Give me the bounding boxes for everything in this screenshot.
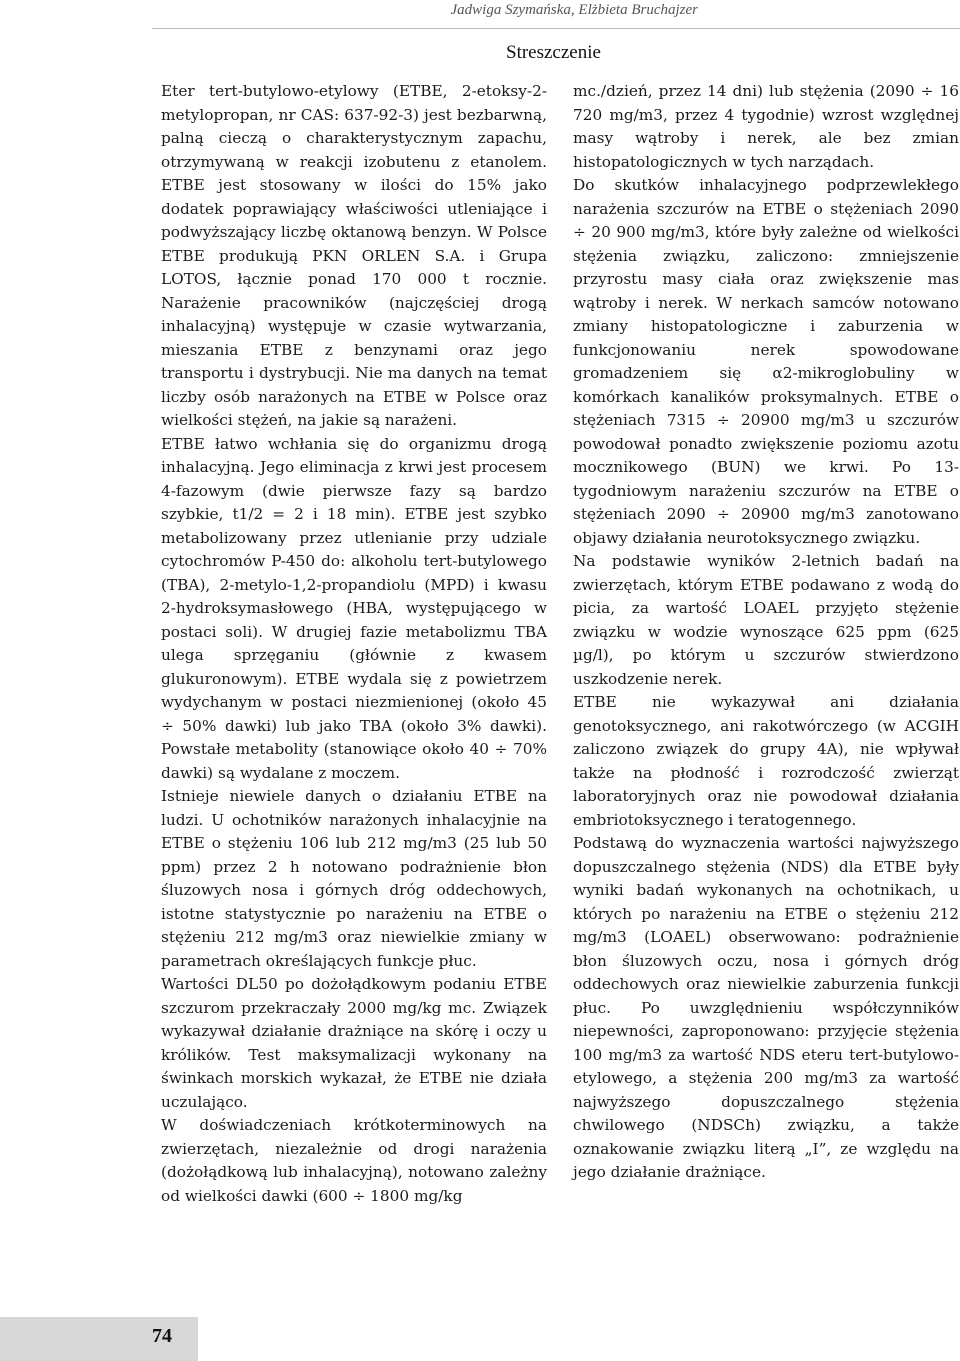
header-rule xyxy=(152,28,960,29)
paragraph: Wartości DL50 po dożołądkowym podaniu ETBE szczurom przekraczały 2000 mg/kg mc. Związek wykazywał działanie drażniące na skórę i oczy u królików. Test maksymalizacji wykonany na świnkach morskich wykazał, że ETBE nie działa uczulająco. xyxy=(161,975,547,1111)
paragraph: ETBE łatwo wchłania się do organizmu drogą inhalacyjną. Jego eliminacja z krwi jest procesem 4-fazowym (dwie pierwsze fazy są bardzo szybkie, t1/2 = 2 i 18 min). ETBE jest szybko metabolizowany przez utlenianie przy udziale cytochromów P-450 do: alkoholu tert-butylowego (TBA), 2-metylo-1,2-propandiolu (MPD) i kwasu 2-hydroksymasłowego (HBA, występującego w postaci soli). W drugiej fazie metabolizmu TBA ulega sprzęganiu (głównie z kwasem glukuronowym). ETBE wydala się z powietrzem wydychanym w postaci niezmienionej (około 45 ÷ 50% dawki) lub jako TBA (około 3% dawki). Powstałe metabolity (stanowiące około 40 ÷ 70% dawki) są wydalane z moczem. xyxy=(161,434,547,782)
paragraph: W doświadczeniach krótkoterminowych na zwierzętach, niezależnie od drogi narażenia (dożołądkową lub inhalacyjną), notowano zależny od wielkości dawki (600 ÷ 1800 mg/kg xyxy=(161,1116,547,1205)
paragraph: Podstawą do wyznaczenia wartości najwyższego dopuszczalnego stężenia (NDS) dla ETBE były wyniki badań wykonanych na ochotnikach, u których po narażeniu na ETBE o stężeniu 212 mg/m3 (LOAEL) obserwowano: podrażnienie błon śluzowych oczu, nosa i górnych dróg oddechowych oraz niewielkie zaburzenia funkcji płuc. Po uwzględnieniu współczynników niepewności, zaproponowano: przyjęcie stężenia 100 mg/m3 za wartość NDS eteru tert-butylowo-etylowego, a stężenia 200 mg/m3 za wartość najwyższego dopuszczalnego stężenia chwilowego (NDSCh) związku, a także oznakowanie związku literą „I”, ze względu na jego działanie drażniące. xyxy=(573,834,959,1181)
section-title: Streszczenie xyxy=(506,42,601,63)
paragraph: mc./dzień, przez 14 dni) lub stężenia (2090 ÷ 16 720 mg/m3, przez 4 tygodnie) wzrost względnej masy wątroby i nerek, ale bez zmian histopatologicznych w tych narządach. xyxy=(573,82,959,171)
paragraph: Na podstawie wyników 2-letnich badań na zwierzętach, którym ETBE podawano z wodą do picia, za wartość LOAEL przyjęto stężenie związku w wodzie wynoszące 625 ppm (625 µg/l), po którym u szczurów stwierdzono uszkodzenie nerek. xyxy=(573,552,959,688)
paragraph: Eter tert-butylowo-etylowy (ETBE, 2-etoksy-2-metylopropan, nr CAS: 637-92-3) jest bezbarwną, palną cieczą o charakterystycznym zapachu, otrzymywaną w reakcji izobutenu z etanolem. ETBE jest stosowany w ilości do 15% jako dodatek poprawiający właściwości utleniające i podwyższający liczbę oktanową benzyn. W Polsce ETBE produkują PKN ORLEN S.A. i Grupa LOTOS, łącznie ponad 170 000 t rocznie. Narażenie pracowników (najczęściej drogą inhalacyjną) występuje w czasie wytwarzania, mieszania ETBE z benzynami oraz jego transportu i dystrybucji. Nie ma danych na temat liczby osób narażonych na ETBE w Polsce oraz wielkości stężeń, na jakie są narażeni. xyxy=(161,82,547,429)
right-column xyxy=(573,80,959,1185)
page-number: 74 xyxy=(152,1325,172,1347)
running-header: Jadwiga Szymańska, Elżbieta Bruchajzer xyxy=(450,2,698,18)
left-column xyxy=(161,80,547,1208)
paragraph: ETBE nie wykazywał ani działania genotoksycznego, ani rakotwórczego (w ACGIH zaliczono związek do grupy 4A), nie wpływał także na płodność i rozrodczość zwierząt laboratoryjnych oraz nie powodował działania embriotoksycznego i teratogennego. xyxy=(573,693,959,829)
paragraph: Do skutków inhalacyjnego podprzewlekłego narażenia szczurów na ETBE o stężeniach 2090 ÷ 20 900 mg/m3, które były zależne od wielkości stężenia związku, zaliczono: zmniejszenie przyrostu masy ciała oraz zwiększenie mas wątroby i nerek. W nerkach samców notowano zmiany histopatologiczne i zaburzenia w funkcjonowaniu nerek spowodowane gromadzeniem się α2-mikroglobuliny w komórkach kanalików proksymalnych. ETBE o stężeniach 7315 ÷ 20900 mg/m3 u szczurów powodował ponadto zwiększenie poziomu azotu mocznikowego (BUN) we krwi. Po 13-tygodniowym narażeniu szczurów na ETBE o stężeniach 2090 ÷ 20900 mg/m3 zanotowano objawy działania neurotoksycznego związku. xyxy=(573,176,959,547)
paragraph: Istnieje niewiele danych o działaniu ETBE na ludzi. U ochotników narażonych inhalacyjnie na ETBE o stężeniu 106 lub 212 mg/m3 (25 lub 50 ppm) przez 2 h notowano podrażnienie błon śluzowych nosa i górnych dróg oddechowych, istotne statystycznie po narażeniu na ETBE o stężeniu 212 mg/m3 oraz niewielkie zmiany w parametrach określających funkcje płuc. xyxy=(161,787,547,970)
